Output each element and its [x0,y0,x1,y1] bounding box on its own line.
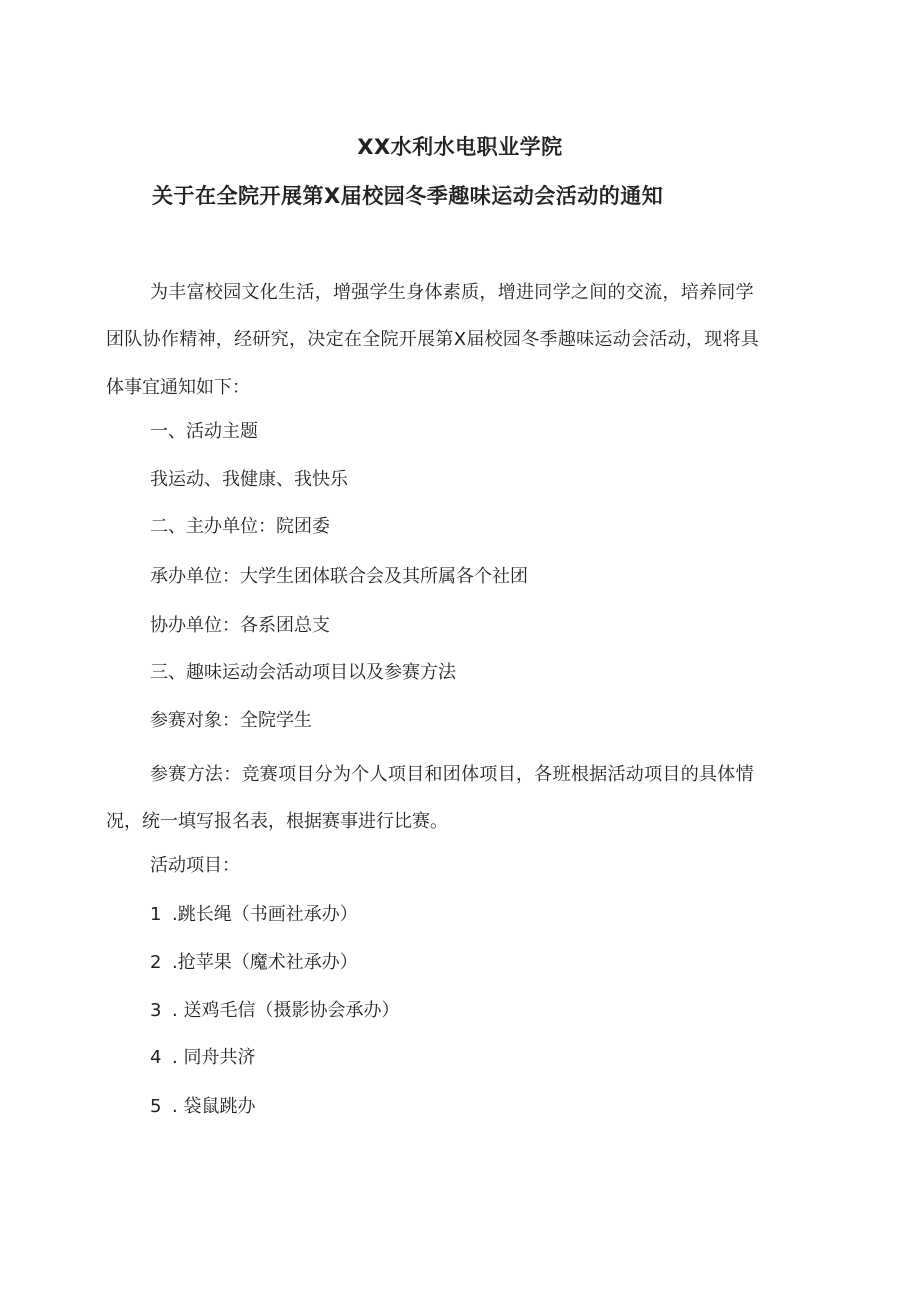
event-text: .抢苹果（魔术社承办） [172,952,358,973]
intro-line-1: 为丰富校园文化生活，增强学生身体素质，增进同学之间的交流，培养同学 [150,282,754,303]
event-item [150,906,358,924]
events-heading: 三、趣味运动会活动项目以及参赛方法 [150,662,456,683]
undertaker: 承办单位：大学生团体联合会及其所属各个社团 [150,566,528,587]
event-text: . 同舟共济 [172,1047,256,1068]
intro-line-2: 团队协作精神，经研究，决定在全院开展第X届校园冬季趣味运动会活动，现将具 [106,329,760,350]
event-text: .跳长绳（书画社承办） [172,904,358,925]
organizer: 二、主办单位：院团委 [150,516,330,537]
theme-text: 我运动、我健康、我快乐 [150,469,348,490]
event-text: . 袋鼠跳办 [172,1096,256,1117]
event-number: 3 [150,1000,162,1021]
notice-title: 关于在全院开展第X届校园冬季趣味运动会活动的通知 [152,184,664,208]
theme-heading: 一、活动主题 [150,421,258,442]
event-item [150,1049,255,1067]
event-item [150,1098,255,1116]
events-label: 活动项目： [150,855,240,876]
event-item [150,954,358,972]
assistant: 协办单位：各系团总支 [150,615,330,636]
event-number: 5 [150,1096,162,1117]
participants: 参赛对象：全院学生 [150,710,312,731]
event-number: 2 [150,952,162,973]
event-item [150,1002,399,1020]
method-line-2: 况，统一填写报名表，根据赛事进行比赛。 [106,811,448,832]
event-text: . 送鸡毛信（摄影协会承办） [172,1000,400,1021]
event-number: 4 [150,1047,162,1068]
event-number: 1 [150,904,162,925]
intro-line-3: 体事宜通知如下： [106,377,250,398]
school-name: XX水利水电职业学院 [357,135,563,159]
method-line-1: 参赛方法：竞赛项目分为个人项目和团体项目，各班根据活动项目的具体情 [150,764,754,785]
